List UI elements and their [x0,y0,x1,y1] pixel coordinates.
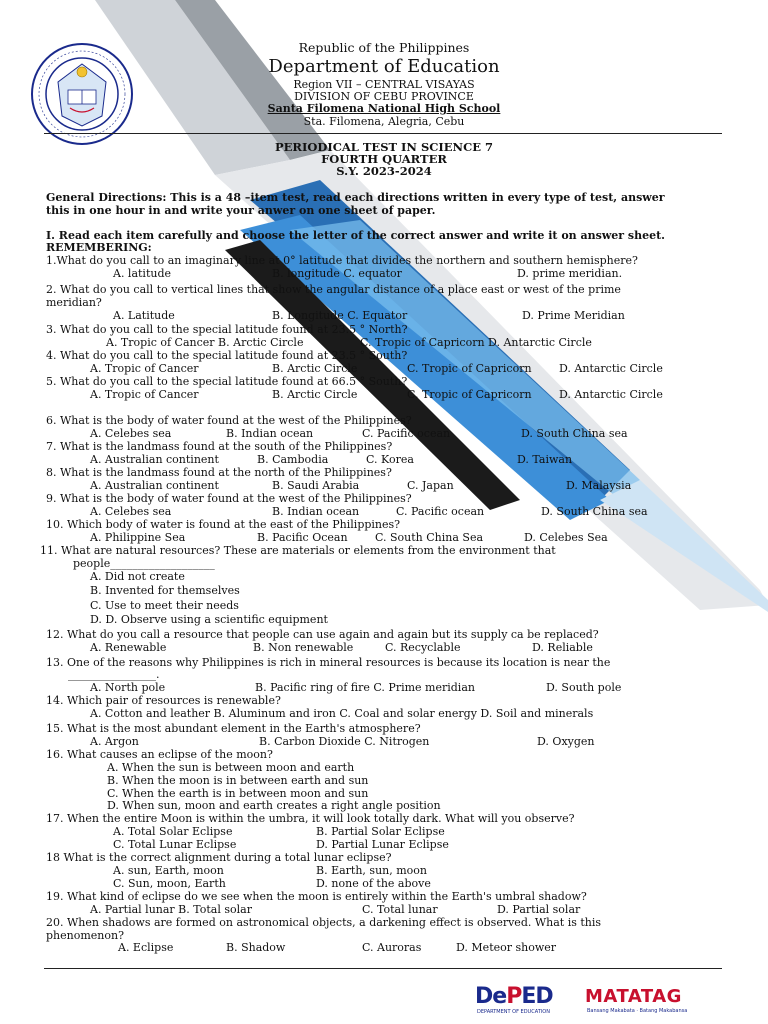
deped-logo: DePED [475,984,553,1009]
question-3: 3. What do you call to the special latitude found at 23.5 ° North? [46,323,408,336]
choice-10a: A. Philippine Sea [90,531,186,544]
division-label: DIVISION OF CEBU PROVINCE [294,90,474,103]
general-directions-line2: this in one hour in and write your anwer on one sheet of paper. [46,204,436,217]
general-directions-line1: General Directions: This is a 48 –item test, read each directions written in every type of test, answer [46,191,665,204]
question-1: 1.What do you call to an imaginary line at 0° latitude that divides the northern and southern hemisphere? [46,254,638,267]
choice-16b: B. When the moon is in between earth and sun [107,774,369,787]
question-6: 6. What is the body of water found at the west of the Philippines? [46,414,412,427]
choice-19d: D. Partial solar [497,903,581,916]
test-school-year: S.Y. 2023-2024 [336,164,432,178]
question-12: 12. What do you call a resource that people can use again and again but its supply ca be replaced? [46,628,599,641]
question-11: 11. What are natural resources? These are materials or elements from the environment that [40,544,556,557]
choice-9d: D. South China sea [541,505,648,518]
school-address: Sta. Filomena, Alegria, Cebu [303,115,465,128]
choice-9b: B. Indian ocean [272,505,360,518]
choice-5c: C. Tropic of Capricorn [407,388,532,401]
choice-15a: A. Argon [90,735,139,748]
choice-7b: B. Cambodia [257,453,329,466]
choice-4c: C. Tropic of Capricorn [407,362,532,375]
choice-4b: B. Arctic Circle [272,362,358,375]
question-2-cont: meridian? [46,296,102,309]
choice-19c: C. Total lunar [362,903,438,916]
question-7: 7. What is the landmass found at the south of the Philippines? [46,440,393,453]
question-19: 19. What kind of eclipse do we see when the moon is entirely within the Earth's umbral shadow? [46,890,587,903]
remembering-heading: REMEMBERING: [46,241,152,254]
choice-15d: D. Oxygen [537,735,595,748]
choice-20a: A. Eclipse [118,941,174,954]
choice-20c: C. Auroras [362,941,422,954]
region-label: Region VII – CENTRAL VISAYAS [293,78,475,91]
choice-17a: A. Total Solar Eclipse [113,825,233,838]
footer-logos [475,984,715,1020]
choice-13d: D. South pole [546,681,622,694]
header-divider [44,133,722,134]
choice-11d: D. D. Observe using a scientific equipment [90,613,328,626]
choice-4a: A. Tropic of Cancer [90,362,199,375]
choice-1d: D. prime meridian. [517,267,623,280]
choice-12d: D. Reliable [532,641,593,654]
question-5: 5. What do you call to the special latitude found at 66.5 ° South? [46,375,408,388]
choice-12c: C. Recyclable [385,641,461,654]
choice-7c: C. Korea [366,453,414,466]
matatag-logo: MATATAG [585,986,682,1007]
choice-8b: B. Saudi Arabia [272,479,360,492]
question-16: 16. What causes an eclipse of the moon? [46,748,273,761]
choice-8c: C. Japan [407,479,454,492]
choice-2a: A. Latitude [113,309,175,322]
choice-18c: C. Sun, moon, Earth [113,877,226,890]
test-title: PERIODICAL TEST IN SCIENCE 7 [274,140,493,154]
choice-7d: D. Taiwan [517,453,573,466]
choice-13bc: B. Pacific ring of fire C. Prime meridian [255,681,475,694]
question-20: 20. When shadows are formed on astronomical objects, a darkening effect is observed. What is this [46,916,602,929]
choice-10d: D. Celebes Sea [524,531,608,544]
choice-17c: C. Total Lunar Eclipse [113,838,237,851]
test-quarter: FOURTH QUARTER [321,152,447,166]
choice-16d: D. When sun, moon and earth creates a right angle position [107,799,441,812]
choice-15bc: B. Carbon Dioxide C. Nitrogen [259,735,430,748]
choice-18d: D. none of the above [316,877,431,890]
question-10: 10. Which body of water is found at the east of the Philippines? [46,518,401,531]
choice-14: A. Cotton and leather B. Aluminum and iron C. Coal and solar energy D. Soil and minerals [90,707,594,720]
choice-8d: D. Malaysia [566,479,632,492]
question-20-cont: phenomenon? [46,929,124,942]
question-17: 17. When the entire Moon is within the umbra, it will look totally dark. What will you observe? [46,812,575,825]
choice-6a: A. Celebes sea [90,427,172,440]
school-name: Santa Filomena National High School [267,102,501,115]
part-i-instructions: I. Read each item carefully and choose the letter of the correct answer and write it on answer sheet. [46,229,666,242]
choice-1bc: B. longitude C. equator [272,267,402,280]
choice-1a: A. latitude [113,267,172,280]
department-title: Department of Education [268,56,500,77]
question-13: 13. One of the reasons why Philippines is rich in mineral resources is because its location is near the [46,656,611,669]
choice-4d: D. Antarctic Circle [559,362,663,375]
choice-18a: A. sun, Earth, moon [113,864,224,877]
choice-12a: A. Renewable [90,641,167,654]
choice-3cd: C. Tropic of Capricorn D. Antarctic Circle [360,336,592,349]
choice-5b: B. Arctic Circle [272,388,358,401]
choice-3ab: A. Tropic of Cancer B. Arctic Circle [106,336,304,349]
choice-20d: D. Meteor shower [456,941,557,954]
choice-11b: B. Invented for themselves [90,584,240,597]
choice-19ab: A. Partial lunar B. Total solar [90,903,252,916]
choice-12b: B. Non renewable [253,641,354,654]
choice-9c: C. Pacific ocean [396,505,485,518]
choice-2d: D. Prime Meridian [522,309,625,322]
question-11-cont: people___________________ [73,557,215,570]
question-8: 8. What is the landmass found at the north of the Philippines? [46,466,392,479]
question-2: 2. What do you call to vertical lines that show the angular distance of a place east or west of the prime [46,283,621,296]
choice-5d: D. Antarctic Circle [559,388,663,401]
choice-11c: C. Use to meet their needs [90,599,239,612]
question-14: 14. Which pair of resources is renewable? [46,694,281,707]
choice-17d: D. Partial Lunar Eclipse [316,838,449,851]
question-9: 9. What is the body of water found at the west of the Philippines? [46,492,412,505]
republic-label: Republic of the Philippines [298,40,470,55]
matatag-tagline: Bansang Makabata · Batang Makabansa [587,1008,688,1014]
choice-8a: A. Australian continent [90,479,219,492]
choice-13a: A. North pole [90,681,166,694]
question-13-blank: ________________. [68,668,160,681]
choice-11a: A. Did not create [90,570,185,583]
choice-7a: A. Australian continent [90,453,219,466]
choice-16c: C. When the earth is in between moon and sun [107,787,369,800]
choice-17b: B. Partial Solar Eclipse [316,825,445,838]
question-15: 15. What is the most abundant element in the Earth's atmosphere? [46,722,421,735]
question-18: 18 What is the correct alignment during a total lunar eclipse? [46,851,392,864]
choice-16a: A. When the sun is between moon and earth [107,761,355,774]
choice-9a: A. Celebes sea [90,505,172,518]
choice-20b: B. Shadow [226,941,286,954]
deped-logo-subtitle: DEPARTMENT OF EDUCATION [477,1009,550,1015]
choice-6c: C. Pacific ocean [362,427,451,440]
choice-2bc: B. Longitude C. Equator [272,309,408,322]
choice-18b: B. Earth, sun, moon [316,864,427,877]
choice-5a: A. Tropic of Cancer [90,388,199,401]
choice-6b: B. Indian ocean [226,427,314,440]
choice-10c: C. South China Sea [375,531,484,544]
choice-6d: D. South China sea [521,427,628,440]
choice-10b: B. Pacific Ocean [257,531,348,544]
question-4: 4. What do you call to the special latitude found at 23.5 ° South? [46,349,408,362]
footer-divider [44,968,722,969]
